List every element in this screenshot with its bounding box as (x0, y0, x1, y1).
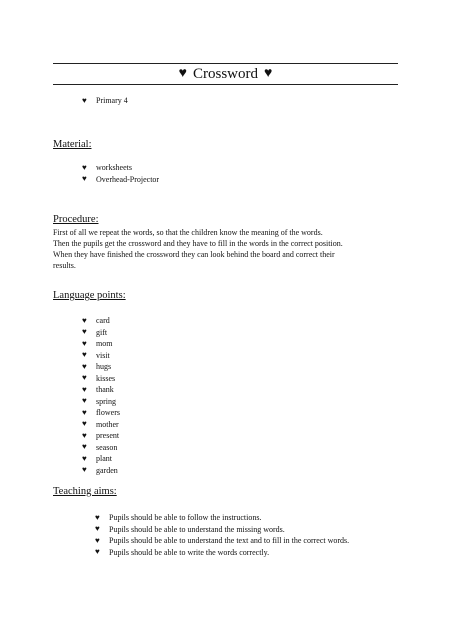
heart-bullet-icon: ♥ (95, 535, 100, 545)
heart-bullet-icon: ♥ (82, 174, 87, 184)
list-item (82, 95, 128, 107)
heart-bullet-icon: ♥ (82, 373, 87, 383)
list-item (82, 338, 120, 350)
list-item (82, 407, 120, 419)
procedure-line: Then the pupils get the crossword and they have to fill in the words in the correct position. (53, 239, 343, 248)
title-text: Crossword (192, 65, 258, 82)
list-item-text: mom (96, 339, 113, 348)
heart-bullet-icon: ♥ (82, 95, 87, 105)
heart-bullet-icon: ♥ (82, 430, 87, 440)
procedure-heading: Procedure: (53, 214, 99, 225)
heart-bullet-icon: ♥ (82, 396, 87, 406)
procedure-line: results. (53, 261, 76, 270)
list-item-text: Pupils should be able to follow the instructions. (109, 513, 262, 522)
list-item (82, 419, 120, 431)
list-item (82, 162, 159, 174)
list-item (82, 430, 120, 442)
procedure-text (53, 227, 398, 271)
heart-bullet-icon: ♥ (82, 384, 87, 394)
heart-bullet-icon: ♥ (82, 361, 87, 371)
heart-bullet-icon: ♥ (82, 338, 87, 348)
material-list (82, 162, 159, 185)
language-points-list (82, 315, 120, 476)
list-item (82, 315, 120, 327)
list-item (95, 535, 349, 547)
list-item-text: Pupils should be able to understand the text and to fill in the correct words. (109, 536, 350, 545)
list-item (95, 547, 349, 559)
title-bottom-rule (53, 84, 398, 85)
list-item (82, 373, 120, 385)
heart-bullet-icon: ♥ (82, 419, 87, 429)
list-item-text: thank (96, 385, 114, 394)
list-item-text: flowers (96, 408, 120, 417)
heart-bullet-icon: ♥ (95, 512, 100, 522)
heart-bullet-icon: ♥ (82, 407, 87, 417)
heart-icon: ♥ (178, 66, 187, 81)
list-item (82, 350, 120, 362)
list-item-text: visit (96, 350, 110, 360)
heart-bullet-icon: ♥ (82, 327, 87, 337)
heart-bullet-icon: ♥ (82, 442, 87, 452)
list-item-text: Pupils should be able to write the words correctly. (109, 547, 270, 557)
list-item-text: season (96, 442, 118, 452)
list-item-text: mother (96, 419, 119, 429)
heart-bullet-icon: ♥ (95, 524, 100, 534)
list-item (82, 396, 120, 408)
language-points-heading: Language points: (53, 290, 126, 301)
list-item-text: worksheets (96, 163, 132, 172)
list-item-text: gift (96, 327, 108, 337)
list-item-text: Overhead-Projector (96, 174, 160, 184)
list-item-text: spring (96, 396, 116, 406)
list-item-text: present (96, 431, 120, 440)
page-title (53, 64, 398, 84)
heart-bullet-icon: ♥ (82, 162, 87, 172)
list-item-text: plant (96, 454, 112, 463)
heart-bullet-icon: ♥ (82, 453, 87, 463)
heart-bullet-icon: ♥ (82, 350, 87, 360)
list-item-text: kisses (96, 373, 116, 383)
list-item-text: garden (96, 465, 118, 475)
list-item (82, 442, 120, 454)
procedure-line: First of all we repeat the words, so that the children know the meaning of the words. (53, 228, 323, 237)
heart-icon: ♥ (264, 66, 273, 81)
list-item-text: hugs (96, 362, 112, 371)
list-item (82, 465, 120, 477)
list-item (95, 512, 349, 524)
list-item (82, 384, 120, 396)
list-item (82, 453, 120, 465)
level-list (82, 95, 128, 107)
heart-bullet-icon: ♥ (95, 547, 100, 557)
list-item-text: Primary 4 (96, 96, 128, 105)
list-item (82, 174, 159, 186)
list-item-text: card (96, 316, 110, 325)
heart-bullet-icon: ♥ (82, 315, 87, 325)
teaching-aims-heading: Teaching aims: (53, 486, 117, 497)
heart-bullet-icon: ♥ (82, 465, 87, 475)
procedure-line: When they have finished the crossword they can look behind the board and correct their (53, 250, 335, 259)
list-item (82, 361, 120, 373)
list-item-text: Pupils should be able to understand the missing words. (109, 524, 285, 534)
teaching-aims-list (95, 512, 349, 558)
list-item (82, 327, 120, 339)
material-heading: Material: (53, 139, 92, 150)
list-item (95, 524, 349, 536)
